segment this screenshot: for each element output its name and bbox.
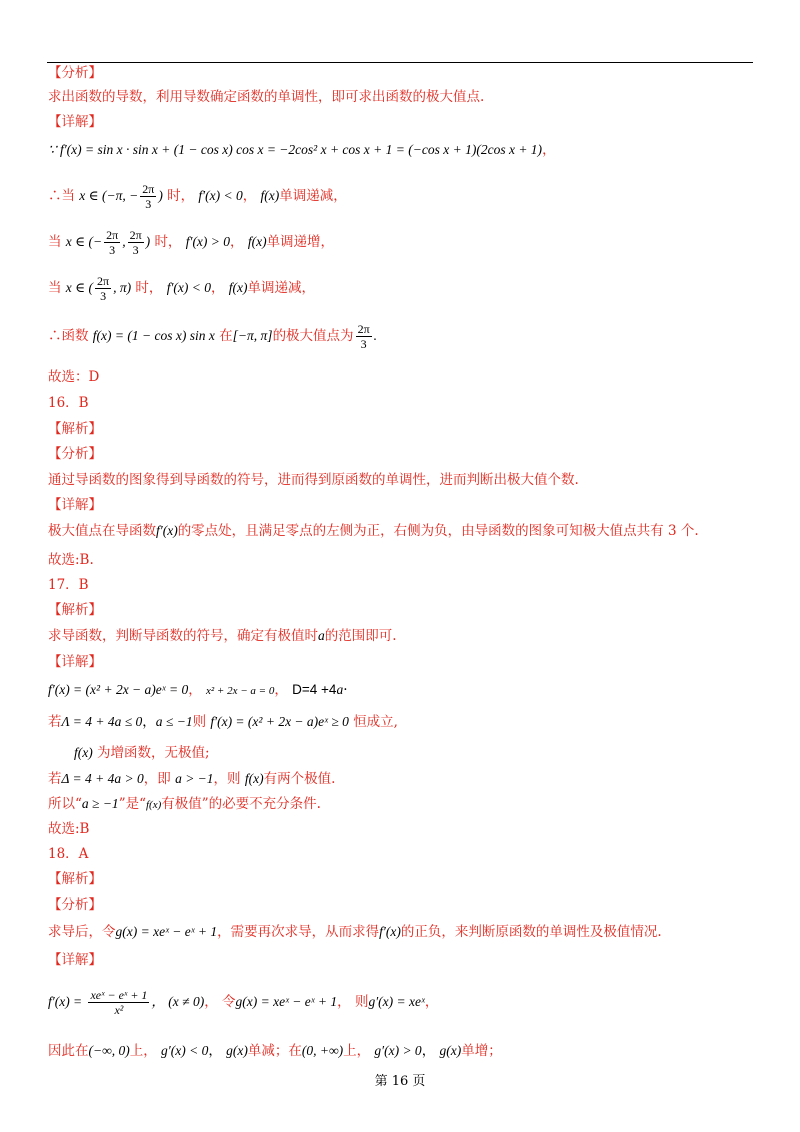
case-prefix: 当: [48, 234, 62, 250]
section-detail-label: 【详解】: [48, 114, 102, 130]
derivative: f′(x): [379, 924, 401, 939]
punct: ，: [204, 994, 218, 1010]
text: 极大值点在导函数: [48, 523, 156, 539]
section-solution-label: 【解析】: [48, 602, 102, 618]
monotonic-text: 单调递减，: [247, 280, 316, 296]
detail-17-eq: [48, 681, 347, 700]
condition: Λ = 4 + 4a ≤ 0: [61, 714, 143, 729]
analysis-text: 求出函数的导数，利用导数确定函数的单调性，即可求出函数的极大值点.: [48, 89, 485, 105]
frac-den: 3: [132, 243, 139, 257]
punct: ，: [142, 714, 156, 730]
derivative-equation: [48, 141, 556, 159]
fraction: [95, 274, 111, 303]
fraction: [140, 182, 156, 211]
equation-text: ∵ f′(x) = sin x · sin x + (1 − cos x) cos x = −2cos² x + cos x + 1 = (−cos x + 1)(2cos x + 1): [48, 142, 543, 157]
text: 单减；在: [247, 1043, 302, 1059]
text: ，即: [143, 771, 171, 787]
frac-den: 3: [109, 243, 116, 257]
frac-num: 2π: [142, 182, 155, 196]
monotonic-text: 单调递增，: [266, 234, 335, 250]
frac-num: 2π: [97, 274, 110, 288]
text: 令: [222, 994, 236, 1010]
detail-18-monotonic: [48, 1042, 502, 1060]
condition: a > −1: [175, 771, 214, 786]
equation: g(x) = xeˣ − eˣ + 1: [115, 924, 218, 939]
question-16-number: 16．B: [48, 395, 89, 411]
when-text: 时，: [167, 188, 195, 204]
text: 则: [192, 714, 207, 730]
punct: ·: [343, 682, 348, 698]
text: 若: [48, 771, 62, 787]
analysis-18: [48, 923, 662, 941]
variable-a: a: [318, 628, 325, 643]
text: 有两个极值.: [263, 771, 336, 787]
derivative-sign: f′(x) < 0: [198, 188, 243, 203]
punct: ，: [188, 682, 202, 698]
fraction: [104, 228, 120, 257]
punct: ，: [230, 234, 244, 250]
text: 则: [354, 994, 369, 1010]
discriminant: D=4 +4: [292, 682, 337, 697]
detail-18-eq: [48, 988, 438, 1017]
text: 上，: [343, 1043, 371, 1059]
text: ，则: [213, 771, 241, 787]
derivative: f′(x): [156, 523, 178, 538]
interval-close: ): [145, 234, 151, 249]
section-analysis-label: 【分析】: [48, 446, 102, 462]
fraction: [128, 228, 144, 257]
frac-num: 2π: [129, 228, 142, 242]
condition: g′(x) < 0: [161, 1043, 209, 1058]
header-rule: [47, 62, 753, 63]
interval-open: x ∈ (−: [65, 234, 103, 249]
interval-sep: ,: [122, 234, 126, 249]
derivative-sign: f′(x) < 0: [166, 280, 211, 295]
text: ”是“: [118, 796, 146, 812]
equation: x² + 2x − a = 0: [206, 685, 275, 697]
section-solution-label: 【解析】: [48, 421, 102, 437]
answer-17: 故选:B: [48, 821, 90, 837]
punct: ，: [424, 994, 439, 1010]
punct: ，: [274, 682, 288, 698]
case-2: [48, 228, 334, 257]
answer-15: 故选：D: [48, 369, 100, 385]
function-name: f(x): [260, 188, 280, 203]
interval-close: ): [158, 188, 163, 203]
answer-16: 故选:B.: [48, 552, 94, 568]
fraction: [356, 322, 372, 351]
detail-17-increasing: [74, 744, 210, 762]
punct: ，: [337, 994, 351, 1010]
section-solution-label: 【解析】: [48, 871, 102, 887]
equation: f′(x) = (x² + 2x − a)eˣ ≥ 0: [210, 714, 349, 729]
case-prefix: 当: [48, 280, 62, 296]
interval-open: x ∈ (−π, −: [79, 188, 139, 203]
text: 恒成立,: [353, 714, 398, 730]
function-name: f(x): [247, 234, 267, 249]
interval: (−∞, 0): [88, 1043, 130, 1058]
equation: f′(x) = (x² + 2x − a)eˣ = 0: [48, 682, 189, 697]
variable-a: a: [336, 682, 344, 697]
text: ，需要再次求导，从而求得: [217, 924, 380, 940]
text: 为增函数，无极值;: [97, 745, 210, 761]
case-1: [48, 182, 347, 211]
question-17-number: 17．B: [48, 577, 89, 593]
analysis-text: 通过导函数的图象得到导函数的符号，进而得到原函数的单调性，进而判断出极大值个数.: [48, 472, 579, 488]
condition: Δ = 4 + 4a > 0: [61, 771, 144, 786]
detail-17-case2: [48, 770, 335, 788]
punct: ，: [211, 280, 225, 296]
text: 因此在: [48, 1043, 89, 1059]
section-detail-label: 【详解】: [48, 952, 102, 968]
function-def: f(x) = (1 − cos x) sin x: [92, 328, 215, 343]
derivative: f′(x) =: [48, 994, 83, 1009]
question-18-number: 18．A: [48, 846, 89, 862]
frac-num: 2π: [106, 228, 119, 242]
function-name: f(x): [228, 280, 248, 295]
max-point-text: 的极大值点为: [272, 328, 354, 344]
text: 的正负，来判断原函数的单调性及极值情况.: [400, 924, 662, 940]
punct: ，: [242, 188, 257, 204]
text: 所以“: [48, 796, 82, 812]
conclusion-prefix: ∴函数: [48, 328, 89, 344]
detail-16: [48, 522, 699, 540]
frac-den: 3: [360, 337, 367, 351]
conclusion-line: [48, 322, 377, 351]
punct: ，: [208, 1043, 222, 1059]
case-prefix: ∴当: [48, 188, 75, 204]
section-detail-label: 【详解】: [48, 654, 102, 670]
analysis-17: [48, 627, 397, 645]
detail-17-conclusion: [48, 795, 321, 814]
frac-den: 3: [145, 197, 152, 211]
text: 若: [48, 714, 62, 730]
page-number: 第 16 页: [374, 1074, 426, 1089]
fraction: [88, 988, 149, 1017]
section-detail-label: 【详解】: [48, 497, 102, 513]
text: 的范围即可.: [324, 628, 397, 644]
equation: g′(x) = xeˣ: [368, 994, 425, 1009]
frac-den: x²: [114, 1003, 124, 1017]
condition: a ≥ −1: [81, 796, 119, 811]
frac-num: 2π: [357, 322, 370, 336]
interval: (0, +∞): [301, 1043, 344, 1058]
frac-num: xeˣ − eˣ + 1: [90, 988, 148, 1002]
text: 上，: [129, 1043, 157, 1059]
when-text: 时，: [135, 280, 163, 296]
interval-close: , π): [113, 280, 132, 295]
domain-interval: [−π, π]: [232, 328, 273, 343]
text: 有极值”的必要不充分条件.: [161, 796, 321, 812]
frac-den: 3: [100, 289, 107, 303]
function-name: f(x): [74, 745, 93, 760]
detail-17-case1: [48, 713, 398, 731]
condition: a ≤ −1: [155, 714, 193, 729]
punct: ，: [421, 1043, 436, 1059]
derivative-sign: f′(x) > 0: [185, 234, 231, 249]
section-analysis-label: 【分析】: [48, 65, 102, 81]
condition: g′(x) > 0: [374, 1043, 422, 1058]
function-name: g(x): [439, 1043, 462, 1058]
function-name: f(x): [244, 771, 264, 786]
punct: ，: [542, 142, 556, 158]
monotonic-text: 单调递减，: [279, 188, 347, 204]
function-name: g(x): [226, 1043, 248, 1058]
case-3: [48, 274, 315, 303]
text: 的零点处，且满足零点的左侧为正，右侧为负，由导函数的图象可知极大值点共有 3 个.: [177, 523, 699, 539]
section-analysis-label: 【分析】: [48, 897, 102, 913]
punct: .: [373, 328, 377, 343]
function-name: f(x): [146, 799, 162, 811]
text: 求导后，令: [48, 924, 116, 940]
interval-open: x ∈ (: [65, 280, 94, 295]
when-text: 时，: [154, 234, 182, 250]
text: 单增；: [461, 1043, 502, 1059]
condition: ， (x ≠ 0): [151, 994, 205, 1009]
text: 求导函数，判断导函数的符号，确定有极值时: [48, 628, 318, 644]
in-text: 在: [219, 328, 233, 344]
equation: g(x) = xeˣ − eˣ + 1: [235, 994, 338, 1009]
